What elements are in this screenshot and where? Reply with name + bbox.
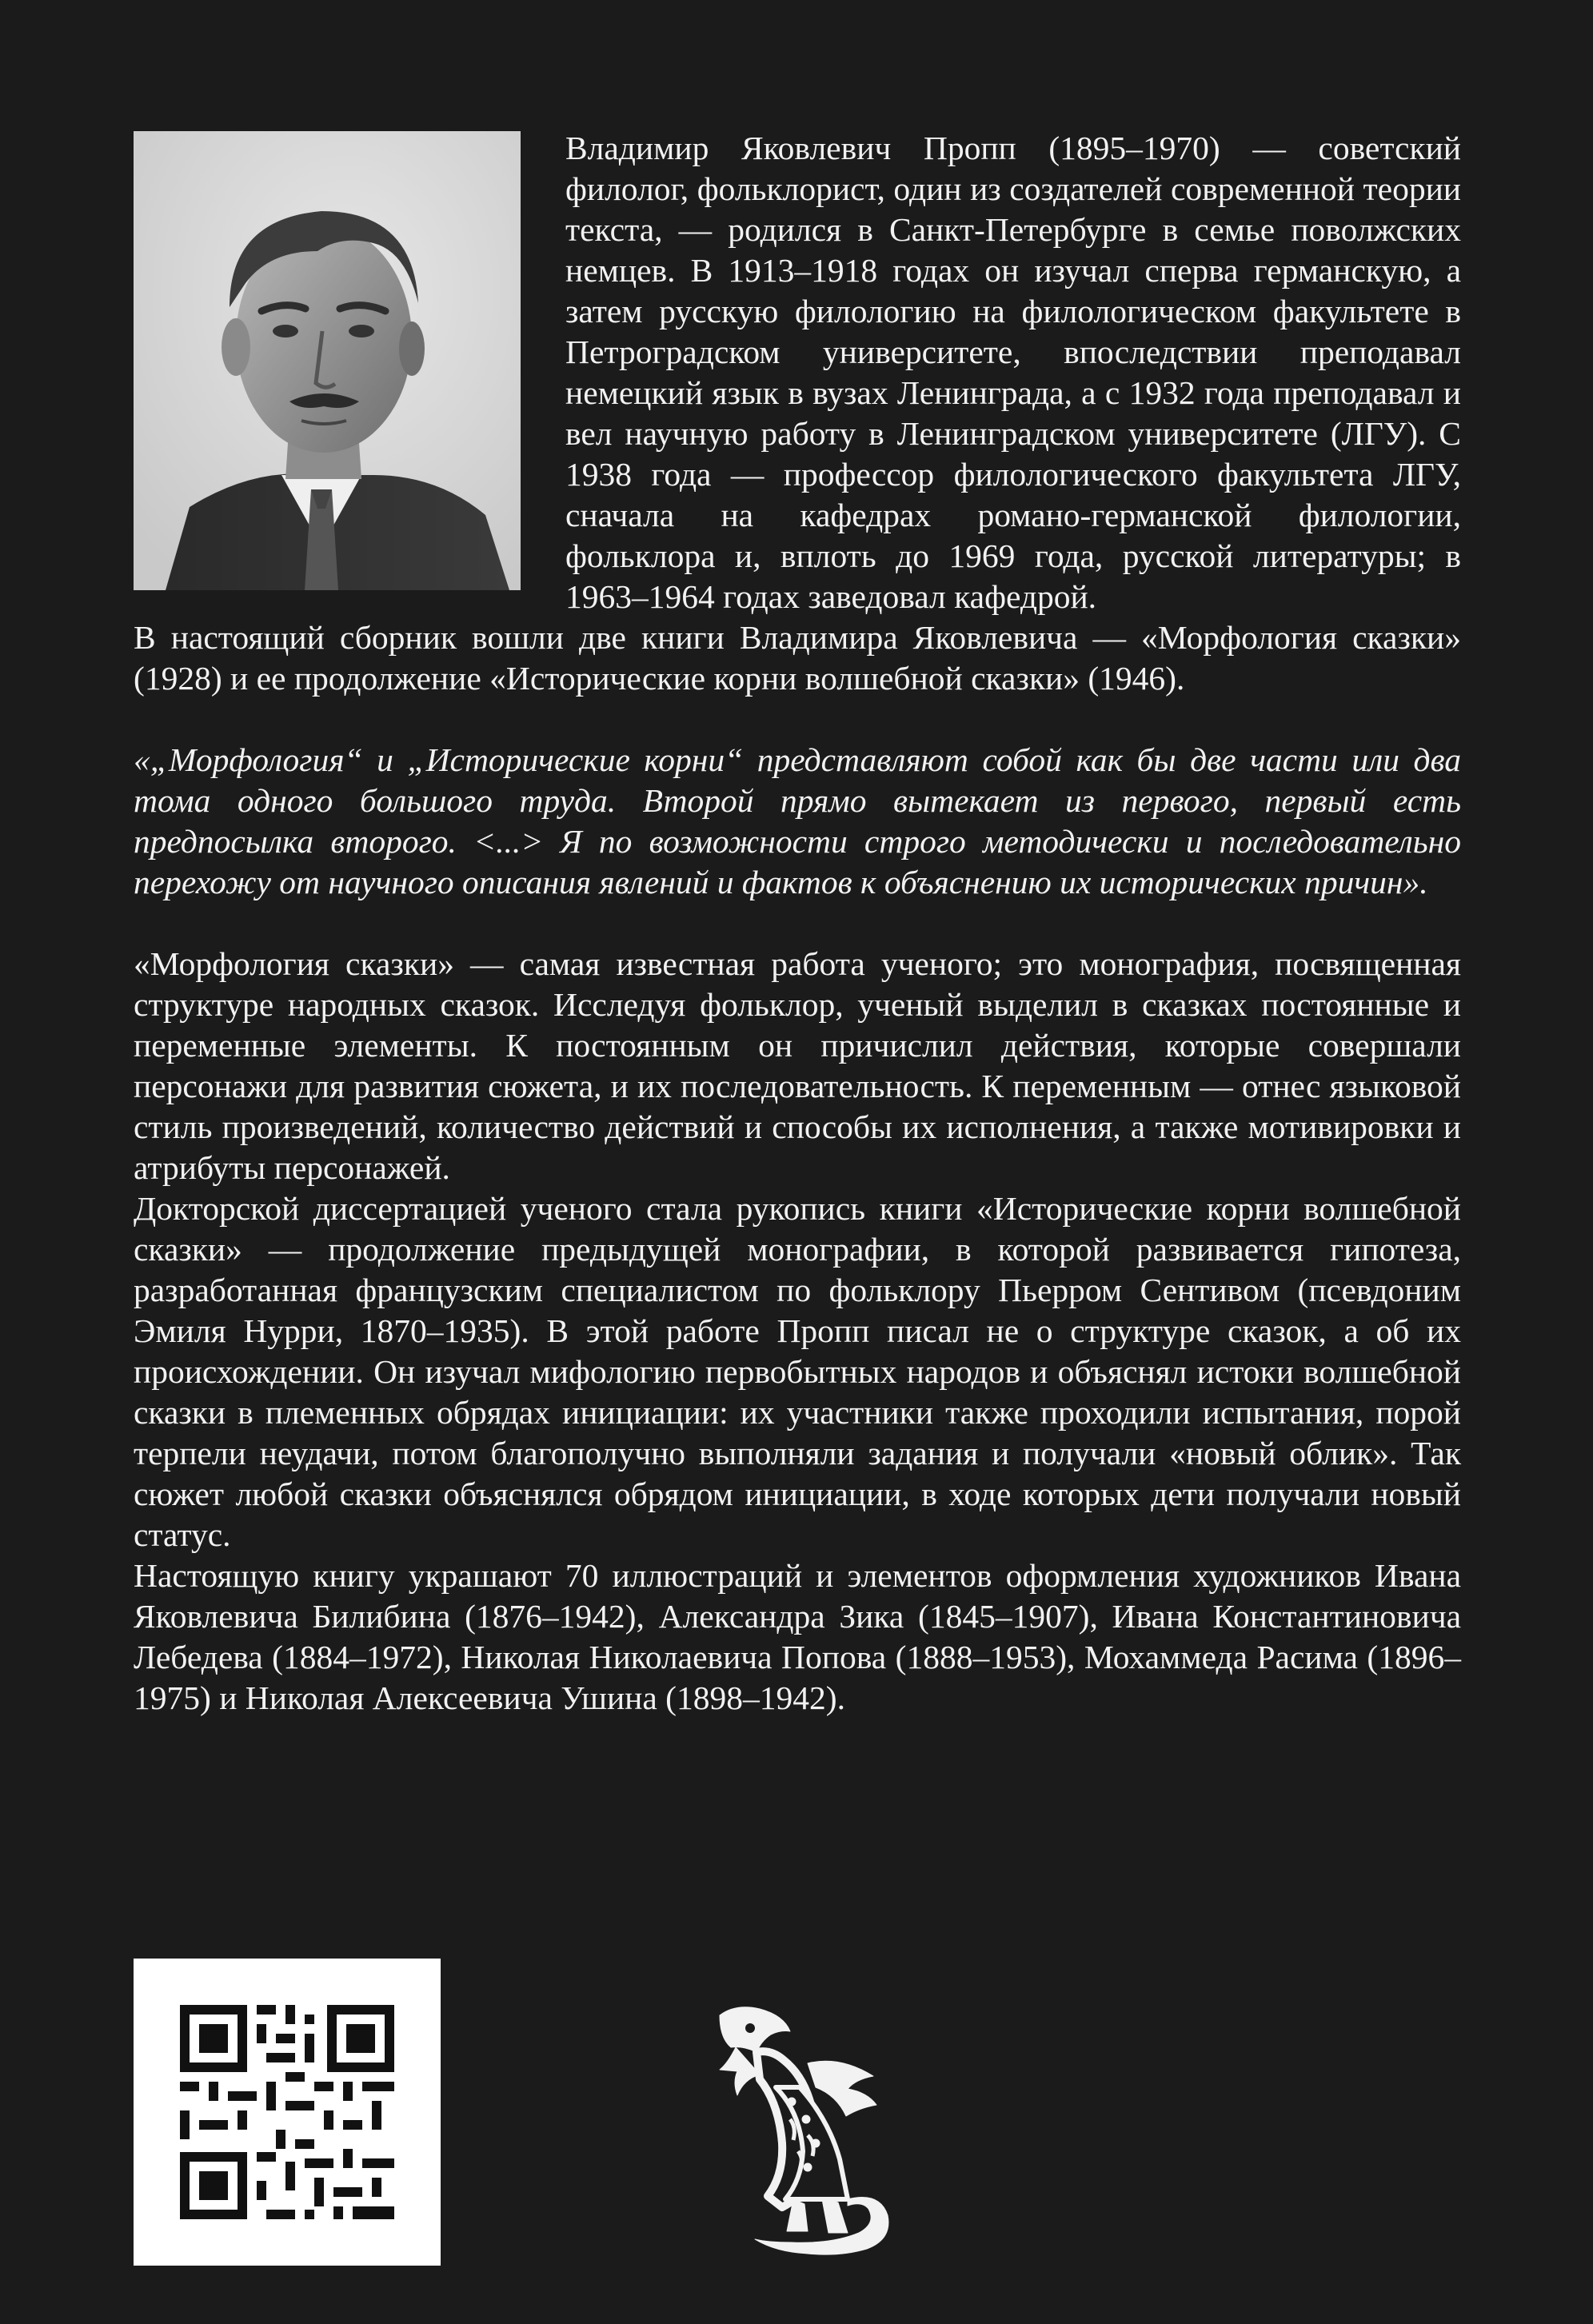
author-portrait: [134, 131, 521, 590]
qr-code[interactable]: [134, 1959, 441, 2266]
paragraph-illustrations: Настоящую книгу украшают 70 иллюстраций и элементов оформления художников Ивана Яковлевича Билибина (1876–1942), Александра Зика (1845–1907), Ивана Константиновича Лебедева (1884–1972), Николая Николаевича Попова (1888–1953), Мохаммеда Расима (1896–1975) и Николая Алексеевича Ушина (1898–1942).: [134, 1557, 1461, 1716]
portrait-photo-icon: [134, 131, 521, 590]
author-bio: Владимир Яковлевич Пропп (1895–1970) — советский филолог, фольклорист, один из создателей современной теории текста, — родился в Санкт-Петербурге в семье поволжских немцев. В 1913–1918 годах он изучал сперва германскую, а затем русскую филологию на филологическом факультете в Петроградском университете, впоследствии преподавал немецкий язык в вузах Ленинграда, а с 1932 года преподавал и вел научную работу в Ленинградском университете (ЛГУ). С 1938 года — профессор филологического факультета ЛГУ, сначала на кафедрах романо-германской филологии, фольклора и, вплоть до 1969 года, русской литературы; в 1963–1964 годах заведовал кафедрой.: [565, 130, 1461, 615]
publisher-dragon-logo-icon: [688, 1999, 896, 2263]
paragraph-historical-roots: Докторской диссертацией ученого стала рукопись книги «Исторические корни волшебной сказки» — продолжение предыдущей монографии, в которой развивается гипотеза, разработанная французским специалистом по фольклору Пьерром Сентивом (псевдоним Эмиля Нурри, 1870–1935). В этой работе Пропп писал не о структуре сказок, а об их происхождении. Он изучал мифологию первобытных народов и объяснял истоки волшебной сказки в племенных обрядах инициации: их участники также проходили испытания, порой терпели неудачи, потом благополучно выполняли задания и получали «новый облик». Так сюжет любой сказки объяснялся обрядом инициации, в ходе которых дети получали новый статус.: [134, 1190, 1461, 1553]
paragraph-morphology: «Морфология сказки» — самая известная работа ученого; это монография, посвященная структуре народных сказок. Исследуя фольклор, ученый выделил в сказках постоянные и переменные элементы. К постоянным он причислил действия, которые совершали персонажи для развития сюжета, и их последовательность. К переменным — отнес языковой стиль произведений, количество действий и способы их исполнения, а также мотивировки и атрибуты персонажей.: [134, 945, 1461, 1186]
publisher-logo: [688, 1999, 896, 2263]
author-quote: «„Морфология“ и „Исторические корни“ представляют собой как бы две части или два тома одного большого труда. Второй прямо вытекает из первого, первый есть предпосылка второго. <...> Я по возможности строго методически и последовательно перехожу от научного описания явлений и фактов к объяснению их исторических причин».: [134, 741, 1461, 900]
collection-intro: В настоящий сборник вошли две книги Владимира Яковлевича — «Морфология сказки» (1928) и ее продолжение «Исторические корни волшебной сказки» (1946).: [134, 619, 1461, 697]
cover-text: [134, 128, 1461, 1719]
qr-code-icon: [134, 1959, 441, 2266]
